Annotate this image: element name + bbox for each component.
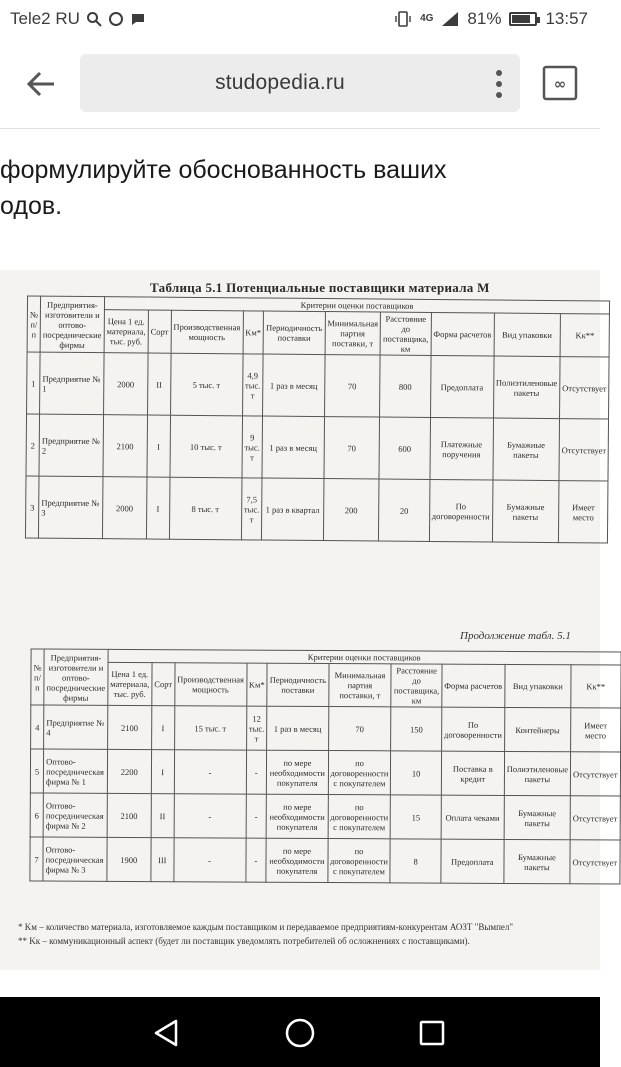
article-text-line: формулируйте обоснованность ваших bbox=[0, 156, 447, 184]
criteria-column-header: Kк** bbox=[560, 314, 610, 357]
table-cell: 10 тыс. т bbox=[170, 415, 242, 478]
table-cell: По договоренности bbox=[429, 479, 492, 542]
article-text bbox=[0, 152, 600, 224]
table-cell: по договоренности с покупателем bbox=[328, 751, 391, 795]
table-cell: Платежные поручения bbox=[430, 417, 493, 480]
table-cell: 2 bbox=[26, 414, 40, 476]
criteria-column-header: Kм* bbox=[243, 311, 264, 354]
table-cell: Полиэтиленовые пакеты bbox=[504, 751, 571, 795]
recents-square-icon bbox=[414, 1015, 450, 1051]
table-cell: I bbox=[151, 706, 174, 750]
more-vert-icon bbox=[492, 69, 506, 99]
criteria-column-header: Вид упаковки bbox=[505, 664, 572, 707]
col-supplier-header: Предприятия-изготовители и оптово-посреднические фирмы bbox=[44, 649, 108, 705]
criteria-column-header: Цена 1 ед. материала, тыс. руб. bbox=[104, 310, 149, 353]
col-num-header: № п/п bbox=[27, 296, 41, 352]
table-cell: 20 bbox=[379, 479, 430, 541]
table-cell: Отсутствует bbox=[559, 357, 609, 419]
signal-icon bbox=[441, 11, 459, 27]
table-cell: Полиэтиленовые пакеты bbox=[493, 356, 560, 419]
table-cell: Предоплата bbox=[430, 355, 493, 418]
url-text[interactable]: studopedia.ru bbox=[215, 71, 345, 94]
suppliers-table-1 bbox=[25, 295, 611, 543]
table-cell: I bbox=[147, 415, 170, 477]
criteria-column-header: Производственная мощность bbox=[174, 663, 246, 706]
back-button[interactable] bbox=[22, 64, 62, 104]
loading-ring-icon bbox=[108, 11, 124, 27]
table-2-body bbox=[30, 705, 621, 884]
search-icon bbox=[86, 11, 102, 27]
table-row bbox=[26, 414, 609, 481]
table-cell: 8 bbox=[390, 839, 441, 883]
continuation-label: Продолжение табл. 5.1 bbox=[460, 630, 571, 642]
table-cell: - bbox=[245, 838, 266, 882]
table-cell: 5 bbox=[30, 749, 43, 793]
table-row bbox=[30, 837, 620, 884]
table-cell: Отсутствует bbox=[570, 840, 620, 884]
col-supplier-header: Предприятия-изготовители и оптово-посреднические фирмы bbox=[40, 296, 104, 353]
criteria-column-header: Сорт bbox=[148, 310, 171, 353]
table-cell: Отсутствует bbox=[570, 752, 620, 796]
nav-recents-button[interactable] bbox=[414, 1015, 450, 1051]
table-cell: 70 bbox=[328, 707, 391, 751]
table-1-body bbox=[25, 352, 609, 543]
table-cell: 1 bbox=[27, 352, 41, 414]
table-cell: - bbox=[174, 750, 246, 794]
vibrate-icon bbox=[394, 10, 412, 28]
table-cell: I bbox=[151, 750, 174, 794]
table-cell: Оптово-посредническая фирма № 1 bbox=[43, 749, 107, 793]
network-type-label: 4G bbox=[420, 13, 434, 24]
table-cell: 4 bbox=[31, 705, 44, 749]
nav-back-button[interactable] bbox=[148, 1015, 184, 1051]
table-cell: 9 тыс. т bbox=[241, 416, 262, 478]
table-cell: Отсутствует bbox=[559, 419, 609, 481]
table-cell: 2100 bbox=[107, 705, 151, 749]
table-cell: 3 bbox=[25, 476, 39, 538]
table-cell: 10 bbox=[391, 751, 442, 795]
criteria-column-header: Kм* bbox=[246, 663, 267, 706]
table-cell: Предприятие № 2 bbox=[39, 414, 103, 477]
table-cell: 150 bbox=[391, 707, 442, 751]
table-cell: 200 bbox=[323, 479, 379, 541]
home-circle-icon bbox=[282, 1015, 318, 1051]
table-cell: II bbox=[151, 794, 174, 838]
table-cell: 70 bbox=[324, 417, 380, 479]
chat-bubble-icon bbox=[130, 11, 146, 27]
table-cell: Предприятие № 1 bbox=[40, 352, 104, 415]
table-cell: - bbox=[174, 838, 246, 882]
table-cell: 600 bbox=[379, 417, 430, 479]
url-bar[interactable] bbox=[80, 54, 520, 112]
table-row bbox=[25, 476, 608, 543]
battery-percent: 81% bbox=[467, 9, 502, 28]
table-cell: II bbox=[147, 353, 170, 415]
table-cell: Имеет место bbox=[571, 708, 621, 752]
scan-table-title: Таблица 5.1 Потенциальные поставщики материала М bbox=[150, 280, 490, 295]
criteria-header: Критерии оценки поставщиков bbox=[108, 649, 621, 665]
status-bar bbox=[0, 0, 600, 40]
table-cell: 1 раз в месяц bbox=[262, 416, 324, 479]
table-cell: по мере необходимости покупателя bbox=[267, 750, 328, 794]
criteria-columns-row bbox=[31, 662, 621, 708]
table-cell: Бумажные пакеты bbox=[493, 418, 560, 481]
battery-icon bbox=[509, 12, 537, 26]
status-bar-left bbox=[10, 9, 146, 29]
table-cell: 2000 bbox=[103, 353, 148, 415]
table-cell: 70 bbox=[324, 355, 380, 417]
table-cell: 2100 bbox=[107, 793, 151, 837]
table-cell: I bbox=[146, 477, 169, 539]
table-cell: 5 тыс. т bbox=[170, 353, 242, 416]
table-cell: Контейнеры bbox=[504, 707, 571, 751]
article-text-line: одов. bbox=[0, 192, 63, 220]
scanned-table-image bbox=[0, 270, 618, 970]
tab-switcher-icon bbox=[542, 65, 578, 101]
table-cell: Оптово-посредническая фирма № 3 bbox=[43, 837, 107, 881]
table-cell: 7 bbox=[30, 837, 43, 881]
table-cell: Отсутствует bbox=[570, 796, 620, 840]
back-triangle-icon bbox=[148, 1015, 184, 1051]
table-cell: 8 тыс. т bbox=[169, 477, 241, 540]
criteria-header: Критерии оценки поставщиков bbox=[104, 297, 610, 314]
criteria-column-header: Производственная мощность bbox=[171, 310, 243, 354]
footnote-2: ** Kк – коммуникационный аспект (будет ли поставщик уведомлять потребителей об осложнениях с поставщиками). bbox=[18, 936, 470, 946]
suppliers-table-2 bbox=[29, 648, 621, 884]
table-cell: - bbox=[246, 750, 267, 794]
criteria-column-header: Kк** bbox=[571, 665, 621, 708]
table-cell: 2000 bbox=[102, 477, 147, 539]
criteria-column-header: Вид упаковки bbox=[494, 313, 561, 357]
table-row bbox=[30, 749, 620, 796]
table-cell: Предприятие № 3 bbox=[39, 476, 103, 539]
criteria-column-header: Минимальная партия поставки, т bbox=[328, 664, 391, 707]
table-cell: 15 bbox=[391, 795, 442, 839]
table-cell: Бумажные пакеты bbox=[492, 480, 559, 543]
status-bar-right bbox=[394, 9, 588, 29]
clock: 13:57 bbox=[545, 9, 588, 28]
table-cell: по мере необходимости покупателя bbox=[266, 794, 327, 838]
table-cell: По договоренности bbox=[441, 707, 504, 751]
table-cell: Бумажные пакеты bbox=[504, 839, 571, 883]
tab-switcher-button[interactable] bbox=[542, 65, 578, 101]
table-cell: по мере необходимости покупателя bbox=[266, 838, 327, 882]
more-menu-button[interactable] bbox=[492, 69, 506, 99]
table-row bbox=[30, 793, 620, 840]
criteria-column-header: Расстояние до поставщика, км bbox=[380, 312, 431, 355]
table-cell: Бумажные пакеты bbox=[504, 795, 571, 839]
table-cell: 1 раз в месяц bbox=[263, 354, 325, 417]
criteria-columns-row bbox=[27, 309, 610, 357]
criteria-column-header: Расстояние до поставщика, км bbox=[391, 664, 442, 707]
back-arrow-icon bbox=[22, 64, 62, 104]
table-cell: Предприятие № 4 bbox=[44, 705, 108, 749]
table-cell: 15 тыс. т bbox=[174, 706, 246, 750]
table-row bbox=[31, 705, 621, 752]
svg-text:∞: ∞ bbox=[553, 75, 567, 93]
table-cell: 1 раз в месяц bbox=[267, 706, 328, 750]
table-cell: 800 bbox=[380, 355, 431, 417]
table-cell: Имеет место bbox=[558, 481, 608, 543]
table-cell: Оптово-посредническая фирма № 2 bbox=[43, 793, 107, 837]
table-cell: Поставка в кредит bbox=[441, 751, 504, 795]
criteria-column-header: Периодичность поставки bbox=[263, 311, 325, 355]
criteria-column-header: Периодичность поставки bbox=[267, 663, 328, 706]
table-cell: 6 bbox=[30, 793, 43, 837]
table-row bbox=[27, 352, 610, 419]
table-cell: 1 раз в квартал bbox=[262, 478, 324, 541]
table-cell: - bbox=[246, 794, 267, 838]
table-cell: 7,5 тыс. т bbox=[241, 478, 262, 540]
criteria-column-header: Форма расчетов bbox=[442, 664, 505, 707]
table-cell: по договоренности с покупателем bbox=[327, 839, 390, 883]
criteria-column-header: Форма расчетов bbox=[431, 312, 494, 356]
table-cell: 1900 bbox=[107, 837, 151, 881]
table-cell: Оплата чеками bbox=[441, 795, 504, 839]
table-cell: 4,9 тыс. т bbox=[242, 354, 263, 416]
battery-fill bbox=[512, 15, 530, 23]
table-cell: III bbox=[151, 838, 174, 882]
criteria-column-header: Минимальная партия поставки, т bbox=[325, 312, 381, 355]
table-cell: по договоренности с покупателем bbox=[328, 795, 391, 839]
navigation-bar bbox=[0, 997, 600, 1067]
table-cell: 2200 bbox=[107, 749, 151, 793]
criteria-column-header: Сорт bbox=[152, 663, 175, 706]
table-cell: Предоплата bbox=[441, 839, 504, 883]
nav-home-button[interactable] bbox=[282, 1015, 318, 1051]
col-num-header: № п/п bbox=[31, 649, 44, 705]
table-cell: 2100 bbox=[103, 415, 148, 477]
footnotes bbox=[18, 920, 588, 948]
criteria-column-header: Цена 1 ед. материала, тыс. руб. bbox=[108, 662, 152, 705]
table-cell: 12 тыс. т bbox=[246, 706, 267, 750]
carrier-label: Tele2 RU bbox=[10, 9, 80, 28]
browser-toolbar bbox=[0, 40, 600, 129]
table-cell: - bbox=[174, 794, 246, 838]
footnote-1: * Kм – количество материала, изготовляемое каждым поставщиком и передаваемое предприятиям-конкурентам АОЗТ "Вымпел" bbox=[18, 922, 514, 932]
